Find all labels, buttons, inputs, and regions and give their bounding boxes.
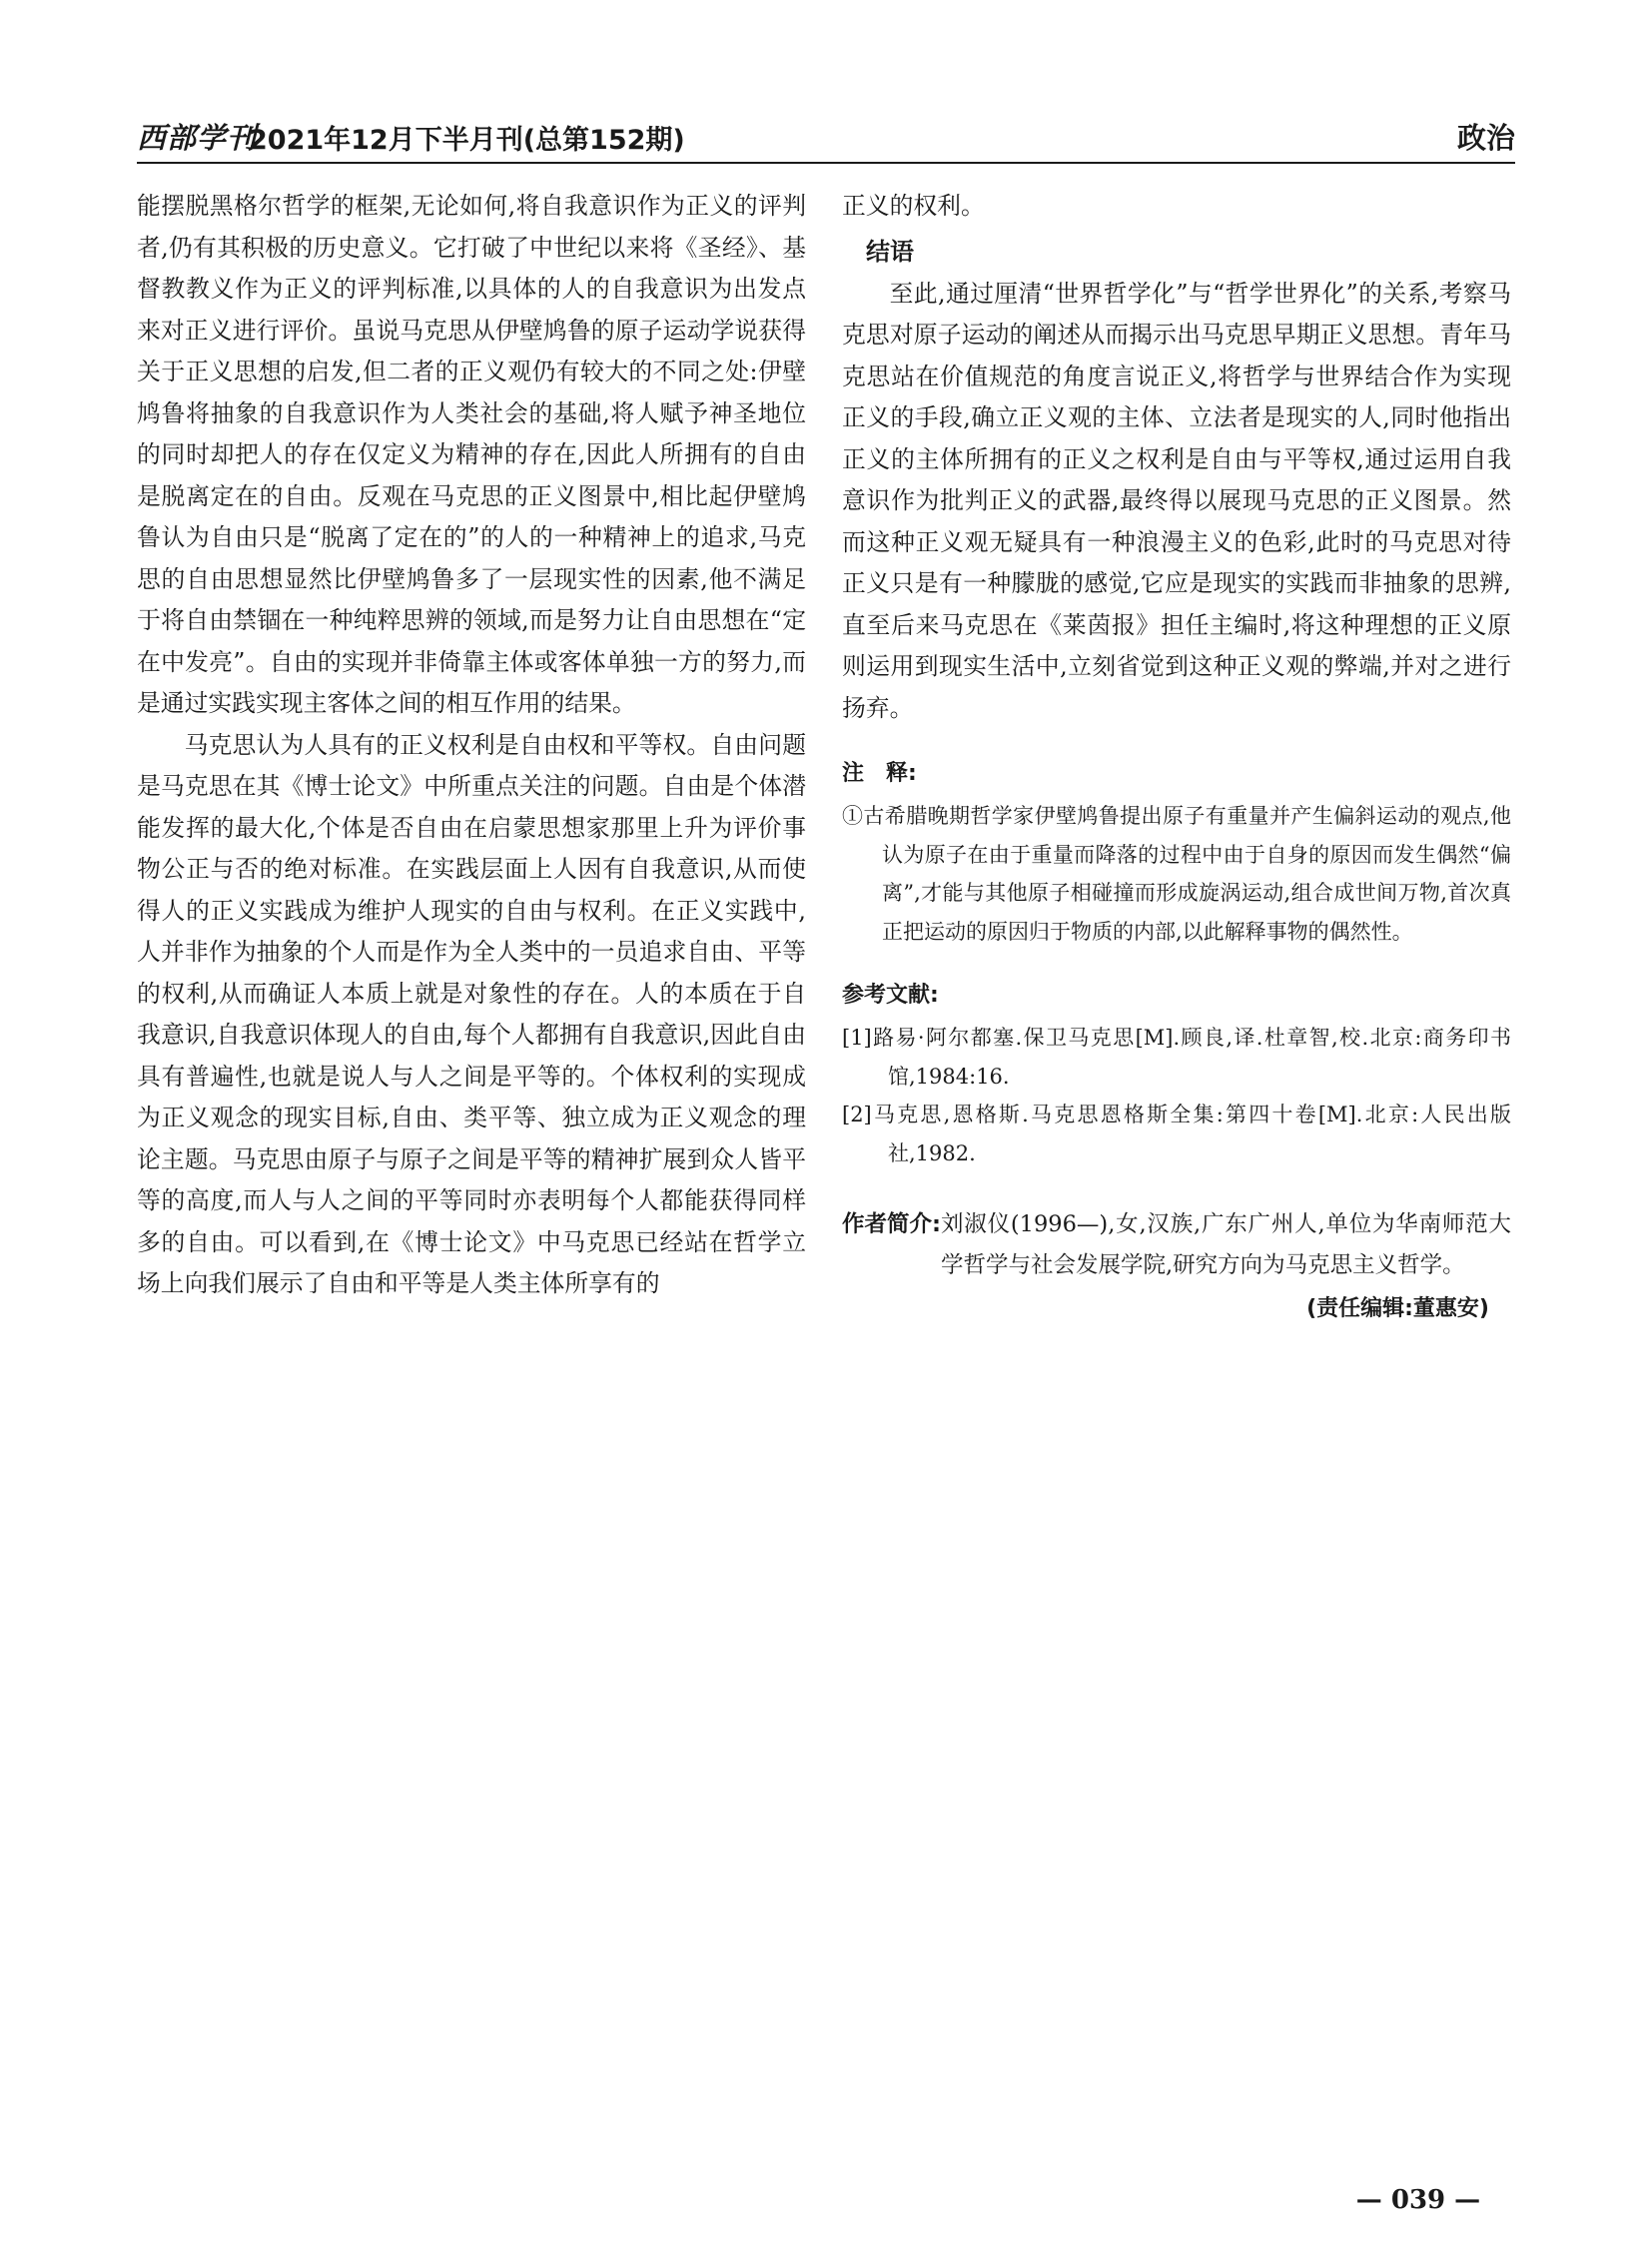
left-column — [137, 186, 806, 1305]
page-header — [137, 112, 1515, 162]
paragraph-continued: 能摆脱黑格尔哲学的框架,无论如何,将自我意识作为正义的评判者,仍有其积极的历史意义。它打破了中世纪以来将《圣经》、基督教教义作为正义的评判标准,以具体的人的自我意识为出发点来对正义进行评价。虽说马克思从伊壁鸠鲁的原子运动学说获得关于正义思想的启发,但二者的正义观仍有较大的不同之处:伊壁鸠鲁将抽象的自我意识作为人类社会的基础,将人赋予神圣地位的同时却把人的存在仅定义为精神的存在,因此人所拥有的自由是脱离定在的自由。反观在马克思的正义图景中,相比起伊壁鸠鲁认为自由只是“脱离了定在的”的人的一种精神上的追求,马克思的自由思想显然比伊壁鸠鲁多了一层现实性的因素,他不满足于将自由禁锢在一种纯粹思辨的领域,而是努力让自由思想在“定在中发亮”。自由的实现并非倚靠主体或客体单独一方的努力,而是通过实践实现主客体之间的相互作用的结果。 — [137, 192, 806, 717]
reference-item: [2]马克思,恩格斯.马克思恩格斯全集:第四十卷[M].北京:人民出版社,1982. — [842, 1103, 1511, 1165]
page-number: — 039 — — [1355, 2185, 1481, 2215]
responsible-editor: (责任编辑:董惠安) — [1306, 1296, 1489, 1321]
references-list — [842, 1019, 1511, 1172]
section-name: 政治 — [1456, 121, 1515, 155]
paragraph-continuation: 正义的权利。 — [842, 192, 985, 220]
issue-info: 2021年12月下半月刊(总第152期) — [249, 125, 685, 156]
footnote-1: ①古希腊晚期哲学家伊壁鸠鲁提出原子有重量并产生偏斜运动的观点,他认为原子在由于重量而降落的过程中由于自身的原因而发生偶然“偏离”,才能与其他原子相碰撞而形成旋涡运动,组合成世间万物,首次真正把运动的原因归于物质的内部,以此解释事物的偶然性。 — [842, 804, 1511, 944]
reference-item: [1]路易·阿尔都塞.保卫马克思[M].顾良,译.杜章智,校.北京:商务印书馆,1984:16. — [842, 1026, 1511, 1089]
author-bio-text: 刘淑仪(1996—),女,汉族,广东广州人,单位为华南师范大学哲学与社会发展学院,研究方向为马克思主义哲学。 — [941, 1211, 1511, 1278]
paragraph-rights: 马克思认为人具有的正义权利是自由权和平等权。自由问题是马克思在其《博士论文》中所重点关注的问题。自由是个体潜能发挥的最大化,个体是否自由在启蒙思想家那里上升为评价事物公正与否的绝对标准。在实践层面上人因有自我意识,从而使得人的正义实践成为维护人现实的自由与权利。在正义实践中,人并非作为抽象的个人而是作为全人类中的一员追求自由、平等的权利,从而确证人本质上就是对象性的存在。人的本质在于自我意识,自我意识体现人的自由,每个人都拥有自我意识,因此自由具有普遍性,也就是说人与人之间是平等的。个体权利的实现成为正义观念的现实目标,自由、类平等、独立成为正义观念的理论主题。马克思由原子与原子之间是平等的精神扩展到众人皆平等的高度,而人与人之间的平等同时亦表明每个人都能获得同样多的自由。可以看到,在《博士论文》中马克思已经站在哲学立场上向我们展示了自由和平等是人类主体所享有的 — [137, 730, 806, 1297]
conclusion-heading: 结语 — [866, 237, 914, 266]
conclusion-paragraph: 至此,通过厘清“世界哲学化”与“哲学世界化”的关系,考察马克思对原子运动的阐述从而揭示出马克思早期正义思想。青年马克思站在价值规范的角度言说正义,将哲学与世界结合作为实现正义的手段,确立正义观的主体、立法者是现实的人,同时他指出正义的主体所拥有的正义之权利是自由与平等权,通过运用自我意识作为批判正义的武器,最终得以展现马克思的正义图景。然而这种正义观无疑具有一种浪漫主义的色彩,此时的马克思对待正义只是有一种朦胧的感觉,它应是现实的实践而非抽象的思辨,直至后来马克思在《莱茵报》担任主编时,将这种理想的正义原则运用到现实生活中,立刻省觉到这种正义观的弊端,并对之进行扬弃。 — [842, 279, 1511, 722]
author-bio-label: 作者简介: — [842, 1211, 941, 1237]
notes-heading: 注 释: — [842, 761, 917, 786]
journal-logo: 西部学刊 — [137, 121, 258, 155]
author-bio — [842, 1204, 1511, 1286]
right-column — [842, 186, 1511, 1328]
header-rule — [137, 162, 1515, 164]
references-heading: 参考文献: — [842, 983, 939, 1008]
